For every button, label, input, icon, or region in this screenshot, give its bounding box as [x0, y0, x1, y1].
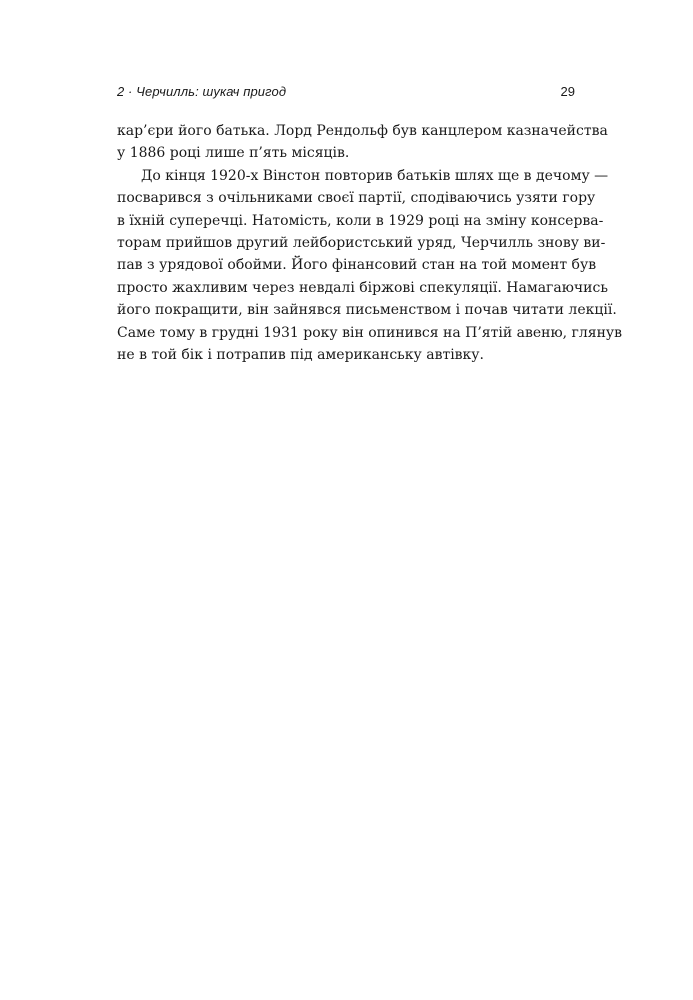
text-line: кар’єри його батька. Лорд Рендольф був канцлером казначейства [117, 123, 608, 139]
text-line: торам прийшов другий лейбористський уряд, Черчилль знову ви- [117, 234, 606, 251]
text-line: Саме тому в грудні 1931 року він опинився на П’ятій авеню, глянув [117, 324, 623, 341]
text-line: у 1886 році лише п’ять місяців. [117, 145, 350, 162]
running-head-title: 2 · Черчилль: шукач пригод [117, 84, 287, 99]
text-line: пав з урядової обойми. Його фінансовий стан на той момент був [117, 257, 597, 274]
page-number: 29 [560, 84, 575, 99]
text-line: в їхній суперечці. Натомість, коли в 1929 році на зміну консерва- [117, 212, 604, 229]
text-line: До кінця 1920-х Вінстон повторив батьків шлях ще в дечому — [141, 167, 609, 184]
body-text [117, 120, 623, 366]
text-line: не в той бік і потрапив під американську автівку. [117, 346, 484, 363]
running-head [117, 84, 577, 104]
text-line: його покращити, він зайнявся письменством і почав читати лекції. [117, 302, 617, 319]
text-line: просто жахливим через невдалі біржові спекуляції. Намагаючись [117, 279, 608, 296]
text-line: посварився з очільниками своєї партії, сподіваючись узяти гору [117, 190, 596, 207]
